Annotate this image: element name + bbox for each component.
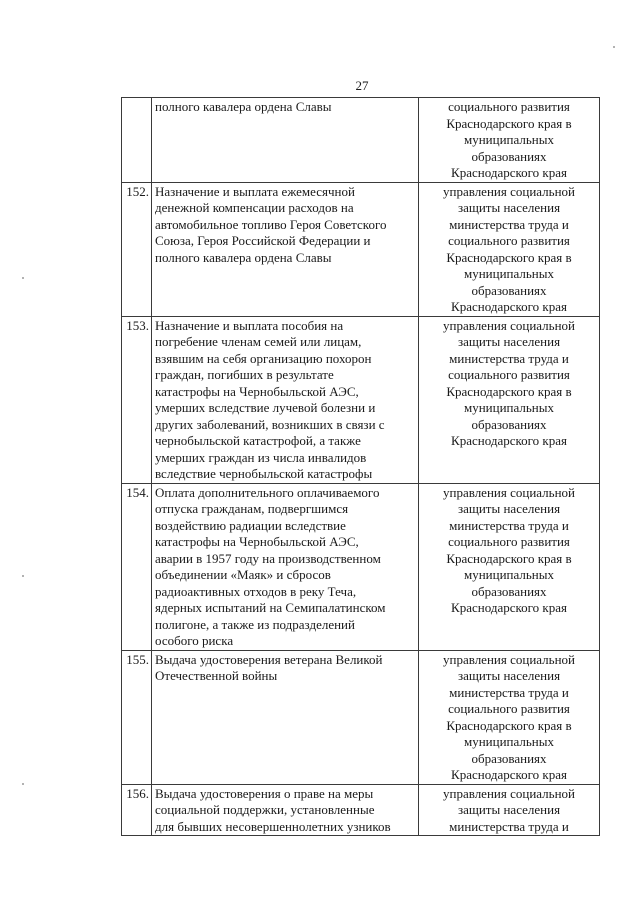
table-row [122, 650, 600, 784]
service-name: Назначение и выплата ежемесячной денежной компенсации расходов на автомобильное топливо Героя Советского Союза, Героя Российской Федерации и полного кавалера ордена Славы [155, 183, 387, 265]
service-name-cell [152, 784, 419, 836]
service-name: Назначение и выплата пособия на погребение членам семей или лицам, взявшим на себя организацию похорон граждан, погибших в результате катастрофы на Чернобыльской АЭС, умерших вследствие лучевой болезни и других заболеваний, возникших в связи с чернобыльской катастрофой, а также умерших граждан из числа инвалидов вследствие чернобыльской катастрофы [155, 317, 385, 481]
service-name-cell [152, 483, 419, 650]
row-number: 153. [122, 316, 152, 483]
page-number: 27 [355, 78, 369, 93]
service-name: Выдача удостоверения ветерана Великой Отечественной войны [155, 651, 383, 683]
scan-speck [22, 277, 24, 279]
row-number: 155. [122, 650, 152, 784]
table-row [122, 483, 600, 650]
scan-speck [22, 783, 24, 785]
services-table [121, 97, 600, 836]
service-name-cell [152, 98, 419, 183]
table-row [122, 784, 600, 836]
responsible-agency: социального развития Краснодарского края в муниципальных образованиях Краснодарского края [419, 98, 600, 183]
responsible-agency: управления социальной защиты населения министерства труда и социального развития Краснодарского края в муниципальных образованиях Краснодарского края [419, 650, 600, 784]
service-name: Выдача удостоверения о праве на меры социальной поддержки, установленные для бывших несовершеннолетних узников [155, 785, 391, 834]
row-number [122, 98, 152, 183]
responsible-agency: управления социальной защиты населения министерства труда и [419, 784, 600, 836]
table-row [122, 316, 600, 483]
scan-speck [613, 46, 615, 48]
service-name-cell [152, 316, 419, 483]
row-number: 154. [122, 483, 152, 650]
scan-speck [22, 575, 24, 577]
service-name-cell [152, 650, 419, 784]
service-name: полного кавалера ордена Славы [155, 99, 332, 114]
service-name-cell [152, 182, 419, 316]
row-number: 156. [122, 784, 152, 836]
table-row [122, 98, 600, 183]
table-row [122, 182, 600, 316]
row-number: 152. [122, 182, 152, 316]
responsible-agency: управления социальной защиты населения министерства труда и социального развития Краснодарского края в муниципальных образованиях Краснодарского края [419, 182, 600, 316]
responsible-agency: управления социальной защиты населения министерства труда и социального развития Краснодарского края в муниципальных образованиях Краснодарского края [419, 483, 600, 650]
service-name: Оплата дополнительного оплачиваемого отпуска гражданам, подвергшимся воздействию радиации вследствие катастрофы на Чернобыльской АЭС, аварии в 1957 году на производственном объединении «Маяк» и сбросов радиоактивных отходов в реку Теча, ядерных испытаний на Семипалатинском полигоне, а также из подразделений особого риска [155, 484, 386, 648]
responsible-agency: управления социальной защиты населения министерства труда и социального развития Краснодарского края в муниципальных образованиях Краснодарского края [419, 316, 600, 483]
